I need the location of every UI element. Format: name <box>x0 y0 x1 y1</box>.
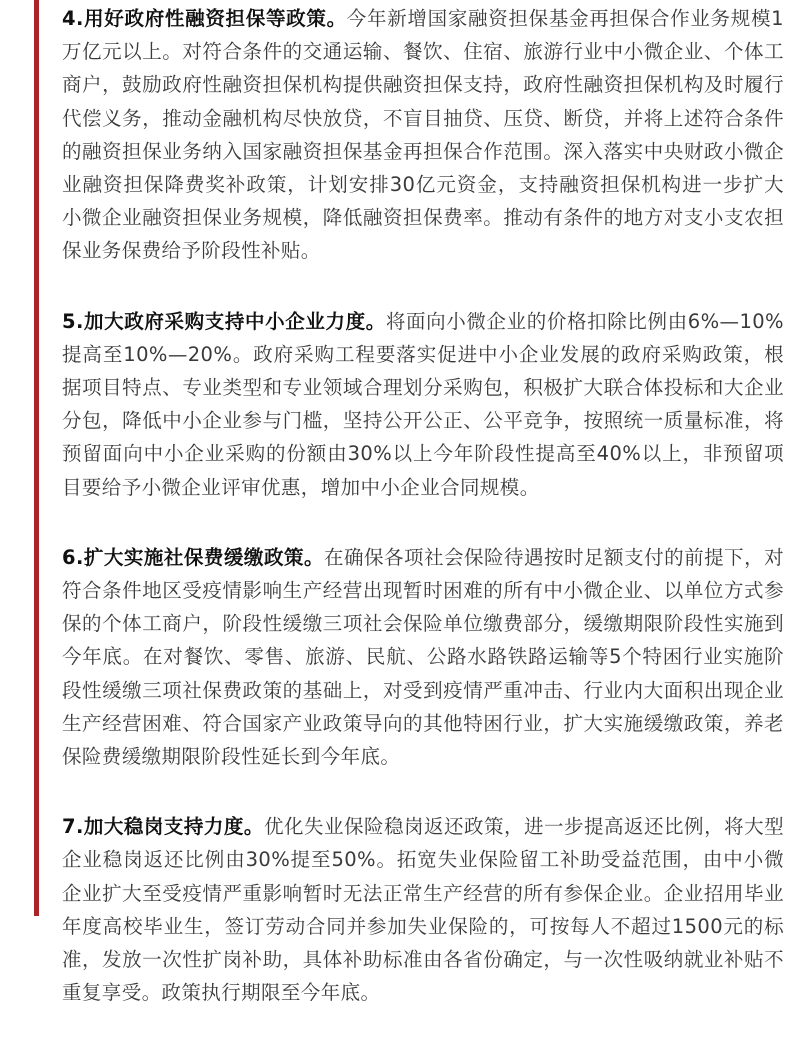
policy-section-5 <box>62 305 784 504</box>
section-heading: 7.加大稳岗支持力度。 <box>62 815 264 839</box>
article-body <box>62 2 784 1046</box>
section-paragraph <box>62 305 784 504</box>
section-text: 在确保各项社会保险待遇按时足额支付的前提下，对符合条件地区受疫情影响生产经营出现暂时困难的所有中小微企业、以单位方式参保的个体工商户，阶段性缓缴三项社会保险单位缴费部分，缓缴期限阶段性实施到今年底。在对餐饮、零售、旅游、民航、公路水路铁路运输等5个特困行业实施阶段性缓缴三项社保费政策的基础上，对受到疫情严重冲击、行业内大面积出现企业生产经营困难、符合国家产业政策导向的其他特困行业，扩大实施缓缴政策，养老保险费缓缴期限阶段性延长到今年底。 <box>62 545 785 769</box>
section-heading: 5.加大政府采购支持中小企业力度。 <box>62 309 386 333</box>
left-accent-bar <box>34 0 39 916</box>
policy-section-6 <box>62 541 784 773</box>
section-paragraph <box>62 541 784 773</box>
section-text: 优化失业保险稳岗返还政策，进一步提高返还比例，将大型企业稳岗返还比例由30%提至50%。拓宽失业保险留工补助受益范围，由中小微企业扩大至受疫情严重影响暂时无法正常生产经营的所有参保企业。企业招用毕业年度高校毕业生，签订劳动合同并参加失业保险的，可按每人不超过1500元的标准，发放一次性扩岗补助，具体补助标准由各省份确定，与一次性吸纳就业补贴不重复享受。政策执行期限至今年底。 <box>62 815 784 1005</box>
section-text: 今年新增国家融资担保基金再担保合作业务规模1万亿元以上。对符合条件的交通运输、餐饮、住宿、旅游行业中小微企业、个体工商户，鼓励政府性融资担保机构提供融资担保支持，政府性融资担保机构及时履行代偿义务，推动金融机构尽快放贷，不盲目抽贷、压贷、断贷，并将上述符合条件的融资担保业务纳入国家融资担保基金再担保合作范围。深入落实中央财政小微企业融资担保降费奖补政策，计划安排30亿元资金，支持融资担保机构进一步扩大小微企业融资担保业务规模，降低融资担保费率。推动有条件的地方对支小支农担保业务保费给予阶段性补贴。 <box>62 7 784 263</box>
policy-section-7 <box>62 810 784 1009</box>
section-heading: 6.扩大实施社保费缓缴政策。 <box>62 545 324 569</box>
section-paragraph <box>62 810 784 1009</box>
policy-section-4 <box>62 2 784 268</box>
section-text: 将面向小微企业的价格扣除比例由6%—10%提高至10%—20%。政府采购工程要落实促进中小企业发展的政府采购政策，根据项目特点、专业类型和专业领域合理划分采购包，积极扩大联合体投标和大企业分包，降低中小企业参与门槛，坚持公开公正、公平竞争，按照统一质量标准，将预留面向中小企业采购的份额由30%以上今年阶段性提高至40%以上，非预留项目要给予小微企业评审优惠，增加中小企业合同规模。 <box>62 309 784 499</box>
section-heading: 4.用好政府性融资担保等政策。 <box>62 7 347 30</box>
section-paragraph <box>62 2 784 268</box>
